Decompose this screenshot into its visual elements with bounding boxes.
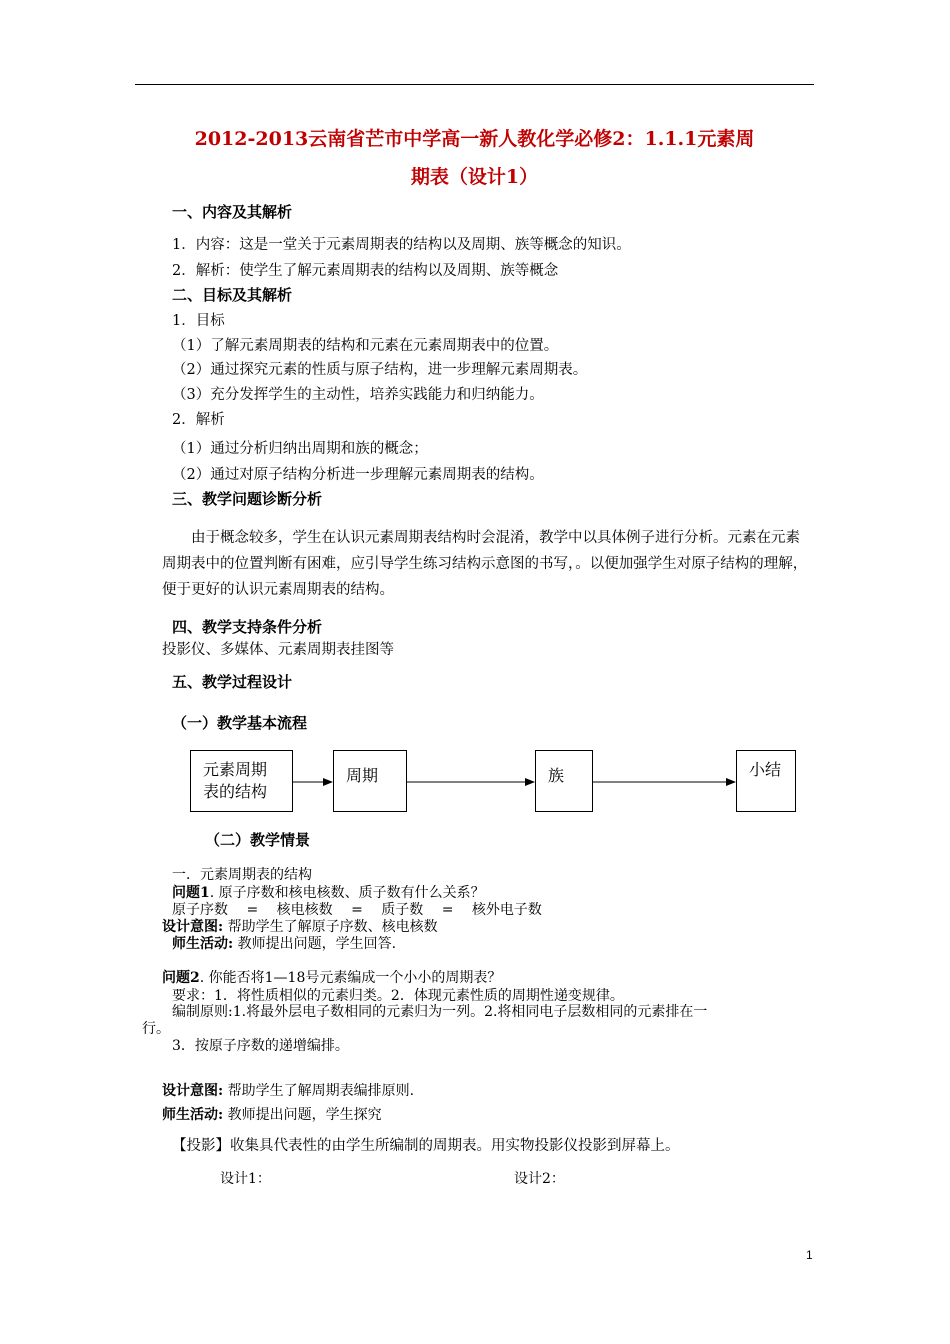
question-2: [162, 967, 501, 987]
design-1-label: 设计1：: [220, 1171, 271, 1187]
teacher-activity-1: [172, 933, 396, 953]
section-heading-2: 二、目标及其解析: [172, 286, 293, 304]
question-1-text: . 原子序数和核电核数、质子数有什么关系？: [209, 885, 485, 901]
page-number: 1: [806, 1248, 813, 1262]
design-intent-2: [162, 1080, 414, 1100]
question-2-text: . 你能否将1—18号元素编成一个小小的周期表？: [199, 970, 502, 986]
question-1-equation: 原子序数 = 核电核数 = 质子数 = 核外电子数: [172, 902, 542, 918]
goal-item-2: （2）通过探究元素的性质与原子结构，进一步理解元素周期表。: [172, 362, 588, 378]
design-intent-1-text: 帮助学生了解原子序数、核电核数: [223, 919, 438, 935]
design-intent-2-label: 设计意图:: [162, 1083, 224, 1099]
flow-box-summary-label: 小结: [749, 760, 782, 779]
question-2-label: 问题2: [162, 970, 200, 986]
section-heading-1: 一、内容及其解析: [172, 203, 293, 221]
rule-line-3: 3．按原子序数的递增编排。: [172, 1038, 349, 1054]
content-line: 1．内容：这是一堂关于元素周期表的结构以及周期、族等概念的知识。: [172, 237, 631, 253]
scene-line-1: 一．元素周期表的结构: [172, 867, 312, 883]
teacher-activity-2-label: 师生活动:: [162, 1107, 224, 1123]
question-1-label: 问题1: [172, 885, 210, 901]
design-intent-2-text: 帮助学生了解周期表编排原则.: [223, 1083, 415, 1099]
design-intent-1-label: 设计意图:: [162, 919, 224, 935]
subheading-flow: （一）教学基本流程: [172, 714, 308, 732]
page-title-line1: 2012-2013云南省芒市中学高一新人教化学必修2：1.1.1元素周: [194, 128, 755, 150]
analysis-item-1: （1）通过分析归纳出周期和族的概念；: [172, 441, 428, 457]
rule-line-2: 行。: [142, 1021, 170, 1037]
flow-box-group-label: 族: [548, 766, 565, 785]
goal-item-3: （3）充分发挥学生的主动性，培养实践能力和归纳能力。: [172, 387, 544, 403]
section-heading-5: 五、教学过程设计: [172, 673, 293, 691]
design-2-label: 设计2：: [514, 1171, 565, 1187]
rule-line-1: 编制原则:1.将最外层电子数相同的元素归为一列。2.将相同电子层数相同的元素排在一: [172, 1004, 708, 1020]
goal-label: 1．目标: [172, 313, 225, 329]
section-heading-4: 四、教学支持条件分析: [172, 618, 323, 636]
analysis-item-2: （2）通过对原子结构分析进一步理解元素周期表的结构。: [172, 467, 544, 483]
subheading-scene: （二）教学情景: [205, 831, 311, 849]
teacher-activity-1-text: 教师提出问题，学生回答.: [233, 936, 397, 952]
support-conditions: 投影仪、多媒体、元素周期表挂图等: [162, 642, 394, 658]
teacher-activity-2: [162, 1104, 382, 1124]
page-title-line2: 期表（设计1）: [410, 166, 539, 188]
flow-box-period-label: 周期: [346, 766, 379, 785]
teacher-activity-1-label: 师生活动:: [172, 936, 234, 952]
requirements: 要求：1．将性质相似的元素归类。2．体现元素性质的周期性递变规律。: [172, 988, 624, 1004]
diagnosis-paragraph: 由于概念较多，学生在认识元素周期表结构时会混淆，教学中以具体例子进行分析。元素在元素周期表中的位置判断有困难，应引导学生练习结构示意图的书写，。以便加强学生对原子结构的理解，便于更好的认识元素周期表的结构。: [162, 530, 808, 598]
flow-box-structure-label: 元素周期表的结构: [203, 760, 268, 801]
goal-item-1: （1）了解元素周期表的结构和元素在元素周期表中的位置。: [172, 338, 559, 354]
section-heading-3: 三、教学问题诊断分析: [172, 490, 323, 508]
teacher-activity-2-text: 教师提出问题，学生探究: [223, 1107, 382, 1123]
analysis-label: 2．解析: [172, 412, 225, 428]
analysis-line: 2．解析：使学生了解元素周期表的结构以及周期、族等概念: [172, 263, 559, 279]
projection-line: 【投影】收集具代表性的由学生所编制的周期表。用实物投影仪投影到屏幕上。: [172, 1138, 680, 1154]
